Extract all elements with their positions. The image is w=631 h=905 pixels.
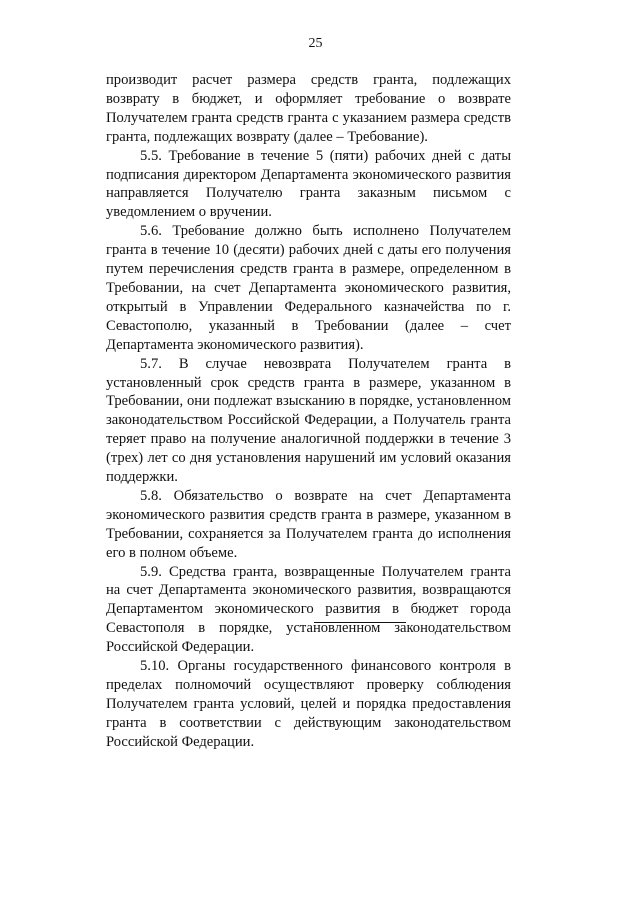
page-number: 25 <box>308 36 323 51</box>
paragraph-5-5: 5.5. Требование в течение 5 (пяти) рабочих дней с даты подписания директором Департамента экономического развития направляется Получателю гранта заказным письмом с уведомлением о вручении. <box>106 147 511 221</box>
paragraph-continuation: производит расчет размера средств гранта, подлежащих возврату в бюджет, и оформляет требование о возврате Получателем гранта средств гранта с указанием размера средств гранта, подлежащих возврату (далее – Требование). <box>106 72 511 145</box>
document-body <box>106 71 511 752</box>
paragraph-5-6: 5.6. Требование должно быть исполнено Получателем гранта в течение 10 (десяти) рабочих дней с даты его получения путем перечисления средств гранта в размере, определенном в Требовании, на счет Департамента экономического развития, открытый в Управлении Федерального казначейства по г. Севастополю, указанный в Требовании (далее – счет Департамента экономического развития). <box>106 223 511 353</box>
paragraph-5-8: 5.8. Обязательство о возврате на счет Департамента экономического развития средств гранта в размере, указанном в Требовании, сохраняется за Получателем гранта до исполнения его в полном объеме. <box>106 487 511 561</box>
paragraph-5-9: 5.9. Средства гранта, возвращенные Получателем гранта на счет Департамента экономического развития, возвращаются Департаментом экономического развития в бюджет города Севастополя в порядке, установленном законодательством Российской Федерации. <box>106 563 511 656</box>
paragraph-5-10: 5.10. Органы государственного финансового контроля в пределах полномочий осуществляют проверку соблюдения Получателем гранта условий, целей и порядка предоставления гранта в соответствии с действующим законодательством Российской Федерации. <box>106 658 511 750</box>
paragraph-5-7: 5.7. В случае невозврата Получателем гранта в установленный срок средств гранта в размере, указанном в Требовании, они подлежат взысканию в порядке, установленном законодательством Российской Федерации, а Получатель гранта теряет право на получение аналогичной поддержки в течение 3 (трех) лет со дня установления нарушений им условий оказания поддержки. <box>106 355 511 486</box>
end-of-text-rule <box>314 622 406 623</box>
